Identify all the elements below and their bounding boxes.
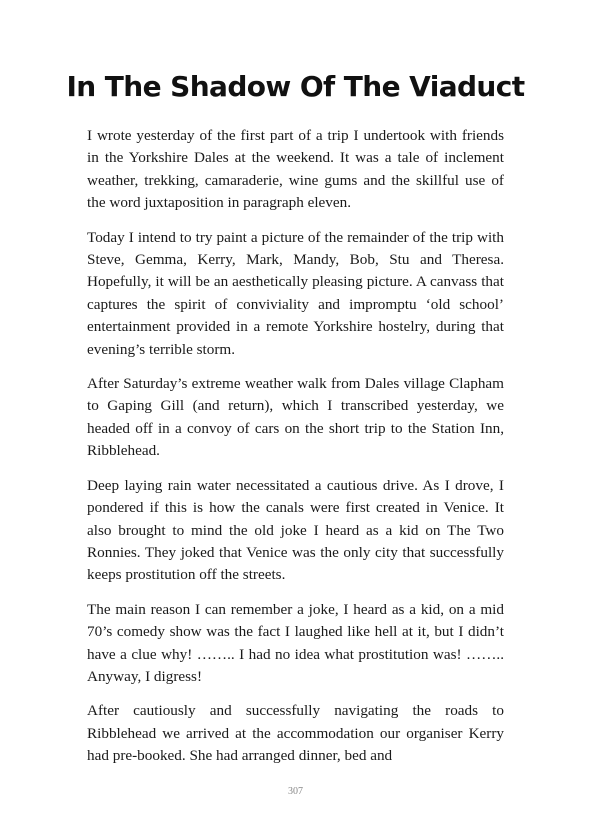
paragraph: The main reason I can remember a joke, I heard as a kid, on a mid 70’s comedy show was the fact I laughed like hell at it, but I didn’t have a clue why! …….. I had no idea what prostitution was! …….. Anyway, I digress!: [87, 600, 504, 685]
paragraph: Today I intend to try paint a picture of the remainder of the trip with Steve, Gemma, Kerry, Mark, Mandy, Bob, Stu and Theresa. Hopefully, it will be an aesthetically pleasing picture. A canvass that captures the spirit of conviviality and impromptu ‘old school’ entertainment provided in a remote Yorkshire hostelry, during that evening’s terrible storm.: [87, 228, 504, 358]
paragraph: I wrote yesterday of the first part of a trip I undertook with friends in the Yorkshire Dales at the weekend. It was a tale of inclement weather, trekking, camaraderie, wine gums and the skillful use of the word juxtaposition in paragraph eleven.: [87, 127, 504, 212]
paragraph: After cautiously and successfully navigating the roads to Ribblehead we arrived at the accommodation our organiser Kerry had pre-booked. She had arranged dinner, bed and: [87, 702, 504, 765]
paragraph: After Saturday’s extreme weather walk from Dales village Clapham to Gaping Gill (and return), which I transcribed yesterday, we headed off in a convoy of cars on the short trip to the Station Inn, Ribblehead.: [87, 375, 504, 460]
page-number: 307: [288, 786, 303, 797]
body-text: [87, 125, 504, 780]
paragraph: Deep laying rain water necessitated a cautious drive. As I drove, I pondered if this is how the canals were first created in Venice. It also brought to mind the old joke I heard as a kid on The Two Ronnies. They joked that Venice was the only city that successfully keeps prostitution off the streets.: [87, 476, 504, 584]
page-title: In The Shadow Of The Viaduct: [66, 70, 525, 103]
